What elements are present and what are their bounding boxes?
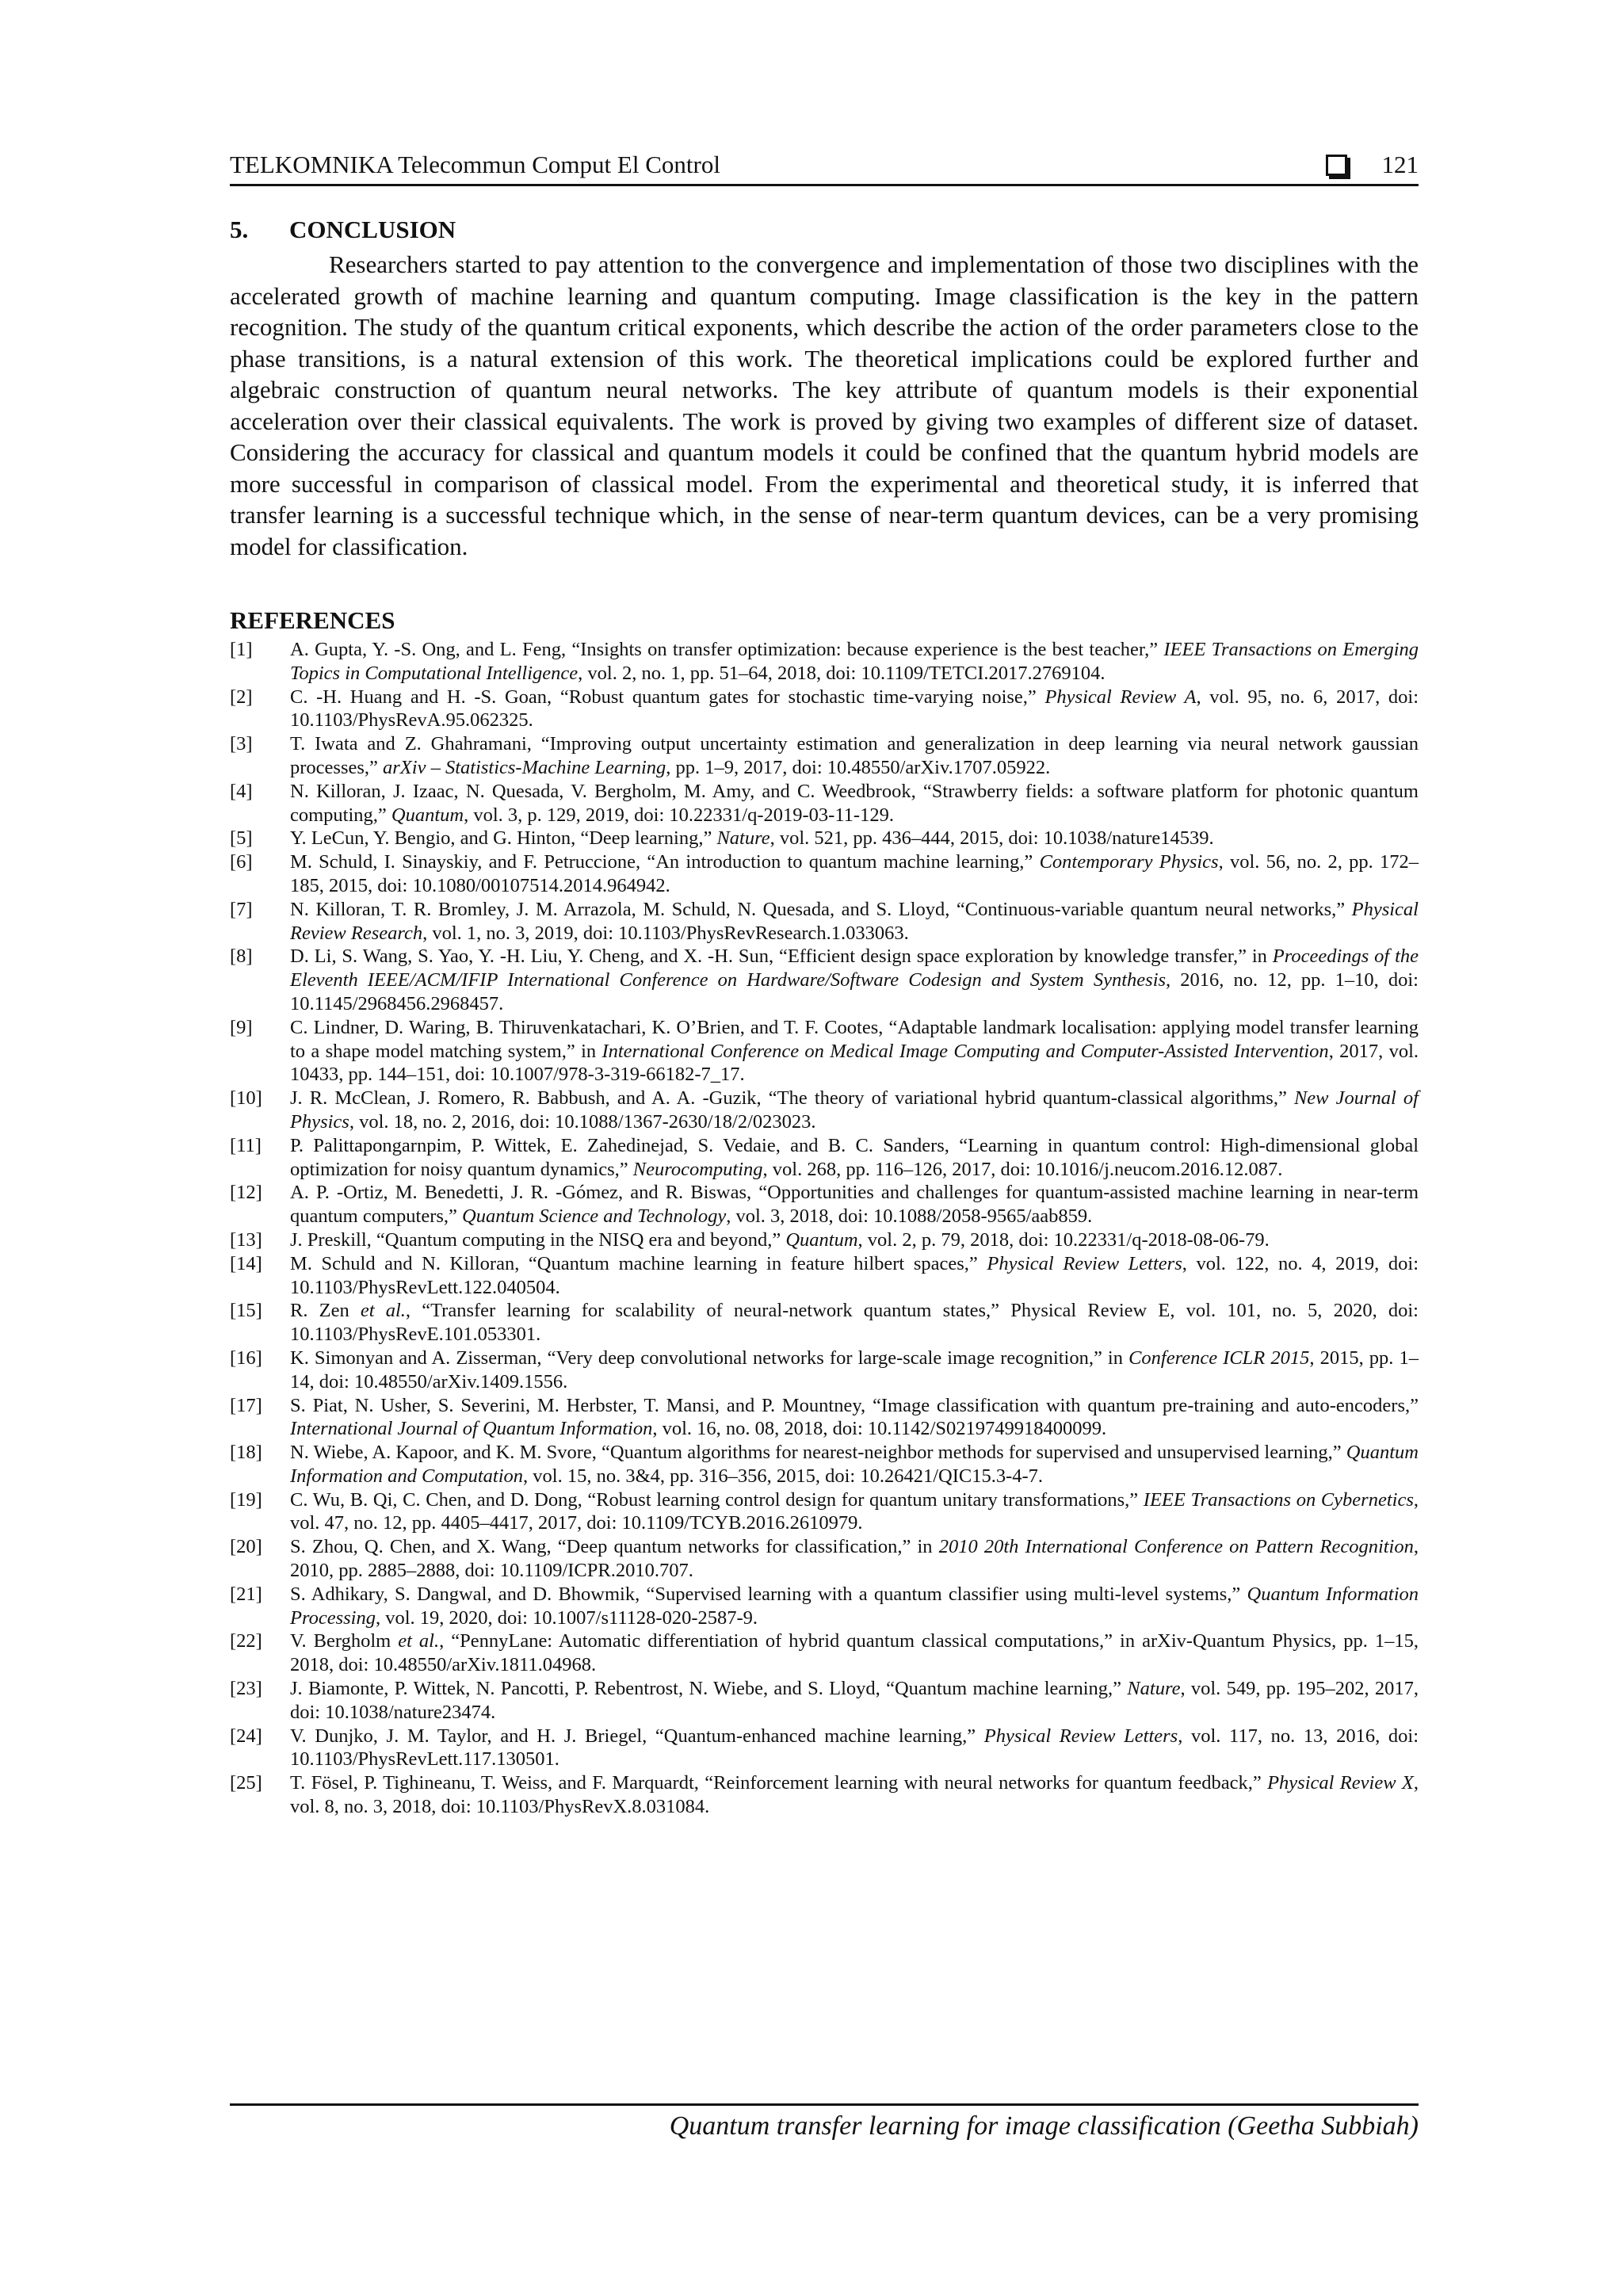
- conclusion-section: [230, 216, 1419, 562]
- reference-authors-title: P. Palittapongarnpim, P. Wittek, E. Zahedinejad, S. Vedaie, and B. C. Sanders, “Learning in quantum control: High-dimensional global optimization for noisy quantum dynamics,”: [290, 1134, 1419, 1180]
- reference-authors-title: D. Li, S. Wang, S. Yao, Y. -H. Liu, Y. Cheng, and X. -H. Sun, “Efficient design space exploration by knowledge transfer,” in: [290, 946, 1273, 968]
- reference-number: [6]: [230, 851, 253, 873]
- reference-authors-title: A. Gupta, Y. -S. Ong, and L. Feng, “Insights on transfer optimization: because experience is the best teacher,”: [290, 639, 1164, 660]
- reference-authors-title: N. Wiebe, A. Kapoor, and K. M. Svore, “Quantum algorithms for nearest-neighbor methods for supervised and unsupervised learning,”: [290, 1442, 1346, 1464]
- reference-item: [230, 686, 1419, 733]
- reference-text: [290, 827, 1419, 850]
- reference-text: [290, 945, 1419, 1015]
- reference-number: [13]: [230, 1228, 262, 1251]
- reference-item: [230, 1583, 1419, 1630]
- reference-number: [24]: [230, 1725, 262, 1747]
- reference-authors-title: T. Iwata and Z. Ghahramani, “Improving output uncertainty estimation and generalization in deep learning via neural network gaussian processes,”: [290, 733, 1419, 778]
- reference-number: [19]: [230, 1488, 262, 1511]
- reference-item: [230, 1252, 1419, 1300]
- reference-venue: Physical Review Letters: [983, 1725, 1178, 1747]
- reference-details: , “Transfer learning for scalability of neural-network quantum states,” Physical Review E, vol. 101, no. 5, 2020, doi: 10.1103/PhysRevE.101.053301.: [290, 1300, 1419, 1346]
- reference-item: [230, 1771, 1419, 1819]
- reference-details: , vol. 117, no. 13, 2016, doi: 10.1103/PhysRevLett.117.130501.: [290, 1725, 1419, 1771]
- reference-venue: Contemporary Physics: [1039, 851, 1219, 873]
- reference-text: [290, 898, 1419, 946]
- reference-text: [290, 850, 1419, 898]
- reference-venue: International Conference on Medical Image Computing and Computer-Assisted Intervention: [601, 1040, 1329, 1062]
- reference-details: , 2015, pp. 1–14, doi: 10.48550/arXiv.1409.1556.: [290, 1347, 1419, 1392]
- reference-details: , 2010, pp. 2885–2888, doi: 10.1109/ICPR.2010.707.: [290, 1536, 1419, 1582]
- page-number: 121: [1381, 151, 1419, 178]
- reference-item: [230, 1016, 1419, 1087]
- reference-item: [230, 1629, 1419, 1677]
- reference-authors-title: T. Fösel, P. Tighineanu, T. Weiss, and F. Marquardt, “Reinforcement learning with neural networks for quantum feedback,”: [290, 1772, 1268, 1794]
- reference-venue: International Journal of Quantum Information: [290, 1418, 653, 1440]
- reference-authors-title: A. P. -Ortiz, M. Benedetti, J. R. -Gómez, and R. Biswas, “Opportunities and challenges for quantum-assisted machine learning in near-term quantum computers,”: [290, 1182, 1419, 1228]
- reference-text: [290, 1629, 1419, 1677]
- reference-text: [290, 1016, 1419, 1087]
- reference-details: , vol. 549, pp. 195–202, 2017, doi: 10.1038/nature23474.: [290, 1678, 1419, 1723]
- reference-item: [230, 850, 1419, 898]
- reference-venue: Quantum Science and Technology: [462, 1205, 727, 1228]
- reference-venue: Physical Review Research: [290, 898, 1419, 944]
- reference-text: [290, 1488, 1419, 1536]
- reference-text: [290, 1299, 1419, 1347]
- reference-authors-title: J. R. McClean, J. Romero, R. Babbush, and A. A. -Guzik, “The theory of variational hybrid quantum-classical algorithms,”: [290, 1087, 1294, 1110]
- reference-number: [11]: [230, 1134, 262, 1156]
- reference-text: [290, 1725, 1419, 1772]
- reference-details: , vol. 521, pp. 436–444, 2015, doi: 10.1038/nature14539.: [769, 827, 1214, 850]
- reference-text: [290, 1347, 1419, 1394]
- reference-venue: 2010 20th International Conference on Pattern Recognition: [938, 1536, 1414, 1558]
- reference-item: [230, 1087, 1419, 1134]
- reference-venue: Quantum Information and Computation: [290, 1442, 1419, 1487]
- reference-item: [230, 827, 1419, 850]
- reference-details: , vol. 2, p. 79, 2018, doi: 10.22331/q-2018-08-06-79.: [857, 1228, 1270, 1251]
- reference-venue: Nature: [716, 827, 770, 850]
- reference-details: , vol. 56, no. 2, pp. 172–185, 2015, doi: 10.1080/00107514.2014.964942.: [290, 851, 1419, 896]
- reference-details: , “PennyLane: Automatic differentiation of hybrid quantum classical computations,” in arXiv-Quantum Physics, pp. 1–15, 2018, doi: 10.48550/arXiv.1811.04968.: [290, 1630, 1419, 1676]
- reference-details: , 2016, no. 12, pp. 1–10, doi: 10.1145/2968456.2968457.: [290, 969, 1419, 1014]
- reference-authors-title: S. Zhou, Q. Chen, and X. Wang, “Deep quantum networks for classification,” in: [290, 1536, 939, 1558]
- reference-text: [290, 1771, 1419, 1819]
- reference-venue: Quantum: [785, 1228, 858, 1251]
- reference-details: , 2017, vol. 10433, pp. 144–151, doi: 10.1007/978-3-319-66182-7_17.: [290, 1040, 1419, 1086]
- reference-authors-title: C. Wu, B. Qi, C. Chen, and D. Dong, “Robust learning control design for quantum unitary transformations,”: [290, 1488, 1144, 1511]
- reference-item: [230, 898, 1419, 946]
- reference-text: [290, 1677, 1419, 1725]
- reference-authors-title: C. Lindner, D. Waring, B. Thiruvenkatachari, K. O’Brien, and T. F. Cootes, “Adaptable landmark localisation: applying model transfer learning to a shape model matching system,” in: [290, 1016, 1419, 1062]
- reference-item: [230, 1441, 1419, 1488]
- reference-details: , vol. 268, pp. 116–126, 2017, doi: 10.1016/j.neucom.2016.12.087.: [762, 1158, 1283, 1180]
- reference-details: , vol. 3, 2018, doi: 10.1088/2058-9565/aab859.: [726, 1205, 1093, 1228]
- reference-number: [16]: [230, 1347, 262, 1369]
- references-title: REFERENCES: [230, 606, 395, 634]
- reference-details: , vol. 47, no. 12, pp. 4405–4417, 2017, doi: 10.1109/TCYB.2016.2610979.: [290, 1488, 1419, 1534]
- reference-number: [8]: [230, 946, 253, 968]
- reference-authors-title: Y. LeCun, Y. Bengio, and G. Hinton, “Deep learning,”: [290, 827, 717, 850]
- reference-number: [18]: [230, 1442, 262, 1464]
- reference-number: [17]: [230, 1394, 262, 1416]
- reference-text: [290, 638, 1419, 686]
- reference-authors-title: N. Killoran, J. Izaac, N. Quesada, V. Bergholm, M. Amy, and C. Weedbrook, “Strawberry fields: a software platform for photonic quantum computing,”: [290, 780, 1419, 826]
- reference-authors-title: N. Killoran, T. R. Bromley, J. M. Arrazola, M. Schuld, N. Quesada, and S. Lloyd, “Continuous-variable quantum neural networks,”: [290, 898, 1352, 920]
- reference-venue: Quantum Information Processing: [290, 1583, 1419, 1629]
- reference-venue: arXiv – Statistics-Machine Learning: [383, 756, 666, 778]
- header-right: [1326, 151, 1419, 179]
- reference-text: [290, 686, 1419, 733]
- reference-number: [10]: [230, 1087, 262, 1110]
- reference-venue: Physical Review A: [1044, 686, 1197, 708]
- reference-item: [230, 945, 1419, 1015]
- reference-venue: Proceedings of the Eleventh IEEE/ACM/IFIP International Conference on Hardware/Software Codesign and System Synthesis: [290, 946, 1419, 991]
- reference-number: [12]: [230, 1182, 262, 1204]
- reference-venue: Quantum: [391, 804, 464, 826]
- reference-authors-title: R. Zen: [290, 1300, 361, 1322]
- reference-details: , pp. 1–9, 2017, doi: 10.48550/arXiv.1707.05922.: [666, 756, 1051, 778]
- reference-venue: Conference ICLR 2015: [1128, 1347, 1310, 1369]
- reference-venue: et al.: [360, 1300, 406, 1322]
- reference-details: , vol. 1, no. 3, 2019, doi: 10.1103/PhysRevResearch.1.033063.: [422, 922, 909, 944]
- reference-number: [14]: [230, 1252, 262, 1274]
- reference-authors-title: J. Preskill, “Quantum computing in the NISQ era and beyond,”: [290, 1228, 786, 1251]
- reference-venue: IEEE Transactions on Cybernetics: [1143, 1488, 1414, 1511]
- reference-details: , vol. 95, no. 6, 2017, doi: 10.1103/PhysRevA.95.062325.: [290, 686, 1419, 732]
- reference-text: [290, 1181, 1419, 1228]
- reference-venue: et al.: [398, 1630, 440, 1652]
- reference-text: [290, 732, 1419, 780]
- reference-item: [230, 1725, 1419, 1772]
- reference-item: [230, 1347, 1419, 1394]
- reference-text: [290, 1134, 1419, 1182]
- reference-authors-title: K. Simonyan and A. Zisserman, “Very deep convolutional networks for large-scale image recognition,” in: [290, 1347, 1129, 1369]
- reference-text: [290, 780, 1419, 827]
- reference-authors-title: S. Adhikary, S. Dangwal, and D. Bhowmik, “Supervised learning with a quantum classifier using multi-level systems,”: [290, 1583, 1247, 1605]
- reference-details: , vol. 16, no. 08, 2018, doi: 10.1142/S0219749918400099.: [652, 1418, 1107, 1440]
- reference-item: [230, 1677, 1419, 1725]
- reference-number: [20]: [230, 1536, 262, 1558]
- reference-details: , vol. 8, no. 3, 2018, doi: 10.1103/PhysRevX.8.031084.: [290, 1772, 1419, 1818]
- reference-authors-title: M. Schuld, I. Sinayskiy, and F. Petruccione, “An introduction to quantum machine learning,”: [290, 851, 1040, 873]
- reference-details: , vol. 19, 2020, doi: 10.1007/s11128-020-2587-9.: [375, 1606, 758, 1629]
- journal-name: TELKOMNIKA Telecommun Comput El Control: [230, 151, 720, 178]
- reference-list: [230, 638, 1419, 1819]
- reference-number: [25]: [230, 1772, 262, 1794]
- reference-number: [4]: [230, 780, 253, 802]
- reference-text: [290, 1252, 1419, 1300]
- reference-venue: IEEE Transactions on Emerging Topics in Computational Intelligence: [290, 639, 1419, 684]
- page-header: [230, 151, 1419, 186]
- reference-item: [230, 780, 1419, 827]
- section-number: 5.: [230, 216, 249, 243]
- conclusion-paragraph: Researchers started to pay attention to the convergence and implementation of those two disciplines with the accelerated growth of machine learning and quantum computing. Image classification is the key in the pattern recognition. The study of the quantum critical exponents, which describe the action of the order parameters close to the phase transitions, is a natural extension of this work. The theoretical implications could be explored further and algebraic construction of quantum neural networks. The key attribute of quantum models is their exponential acceleration over their classical equivalents. The work is proved by giving two examples of different size of dataset. Considering the accuracy for classical and quantum models it could be confined that the quantum hybrid models are more successful in comparison of classical model. From the experimental and theoretical study, it is inferred that transfer learning is a successful technique which, in the sense of near-term quantum devices, can be a very promising model for classification.: [230, 250, 1419, 560]
- reference-text: [290, 1441, 1419, 1488]
- reference-details: , vol. 122, no. 4, 2019, doi: 10.1103/PhysRevLett.122.040504.: [290, 1252, 1419, 1298]
- reference-number: [9]: [230, 1016, 253, 1038]
- reference-venue: Physical Review Letters: [987, 1252, 1182, 1274]
- reference-venue: Neurocomputing: [632, 1158, 763, 1180]
- reference-item: [230, 638, 1419, 686]
- reference-item: [230, 1535, 1419, 1583]
- section-title: CONCLUSION: [289, 216, 456, 243]
- footer-rule: [230, 2103, 1419, 2106]
- reference-details: , vol. 2, no. 1, pp. 51–64, 2018, doi: 10.1109/TETCI.2017.2769104.: [578, 662, 1106, 684]
- reference-text: [290, 1583, 1419, 1630]
- reference-venue: Physical Review X: [1267, 1772, 1414, 1794]
- reference-authors-title: J. Biamonte, P. Wittek, N. Pancotti, P. Rebentrost, N. Wiebe, and S. Lloyd, “Quantum machine learning,”: [290, 1678, 1128, 1700]
- reference-venue: New Journal of Physics: [290, 1087, 1419, 1133]
- reference-number: [22]: [230, 1630, 262, 1652]
- reference-number: [2]: [230, 686, 253, 708]
- references-section: [230, 606, 1419, 1819]
- reference-venue: Nature: [1127, 1678, 1181, 1700]
- reference-details: , vol. 18, no. 2, 2016, doi: 10.1088/1367-2630/18/2/023023.: [349, 1110, 816, 1133]
- reference-number: [21]: [230, 1583, 262, 1605]
- reference-item: [230, 1134, 1419, 1182]
- section-heading: [230, 216, 1419, 244]
- reference-item: [230, 732, 1419, 780]
- reference-number: [3]: [230, 733, 253, 755]
- reference-text: [290, 1228, 1419, 1252]
- reference-item: [230, 1394, 1419, 1442]
- reference-text: [290, 1535, 1419, 1583]
- reference-number: [15]: [230, 1300, 262, 1322]
- reference-number: [23]: [230, 1678, 262, 1700]
- reference-text: [290, 1394, 1419, 1442]
- running-footer: Quantum transfer learning for image classification (Geetha Subbiah): [669, 2111, 1419, 2141]
- reference-number: [1]: [230, 639, 253, 660]
- reference-item: [230, 1181, 1419, 1228]
- reference-authors-title: V. Dunjko, J. M. Taylor, and H. J. Briegel, “Quantum-enhanced machine learning,”: [290, 1725, 984, 1747]
- reference-number: [5]: [230, 827, 253, 850]
- reference-authors-title: M. Schuld and N. Killoran, “Quantum machine learning in feature hilbert spaces,”: [290, 1252, 987, 1274]
- reference-authors-title: V. Bergholm: [290, 1630, 399, 1652]
- reference-authors-title: S. Piat, N. Usher, S. Severini, M. Herbster, T. Mansi, and P. Mountney, “Image classification with quantum pre-training and auto-encoders,”: [290, 1394, 1419, 1416]
- reference-text: [290, 1087, 1419, 1134]
- reference-item: [230, 1299, 1419, 1347]
- reference-item: [230, 1488, 1419, 1536]
- reference-number: [7]: [230, 898, 253, 920]
- reference-details: , vol. 3, p. 129, 2019, doi: 10.22331/q-2019-03-11-129.: [464, 804, 894, 826]
- square-bullet-icon: [1326, 155, 1347, 176]
- reference-item: [230, 1228, 1419, 1252]
- reference-details: , vol. 15, no. 3&4, pp. 316–356, 2015, doi: 10.26421/QIC15.3-4-7.: [523, 1465, 1044, 1487]
- reference-authors-title: C. -H. Huang and H. -S. Goan, “Robust quantum gates for stochastic time-varying noise,”: [290, 686, 1045, 708]
